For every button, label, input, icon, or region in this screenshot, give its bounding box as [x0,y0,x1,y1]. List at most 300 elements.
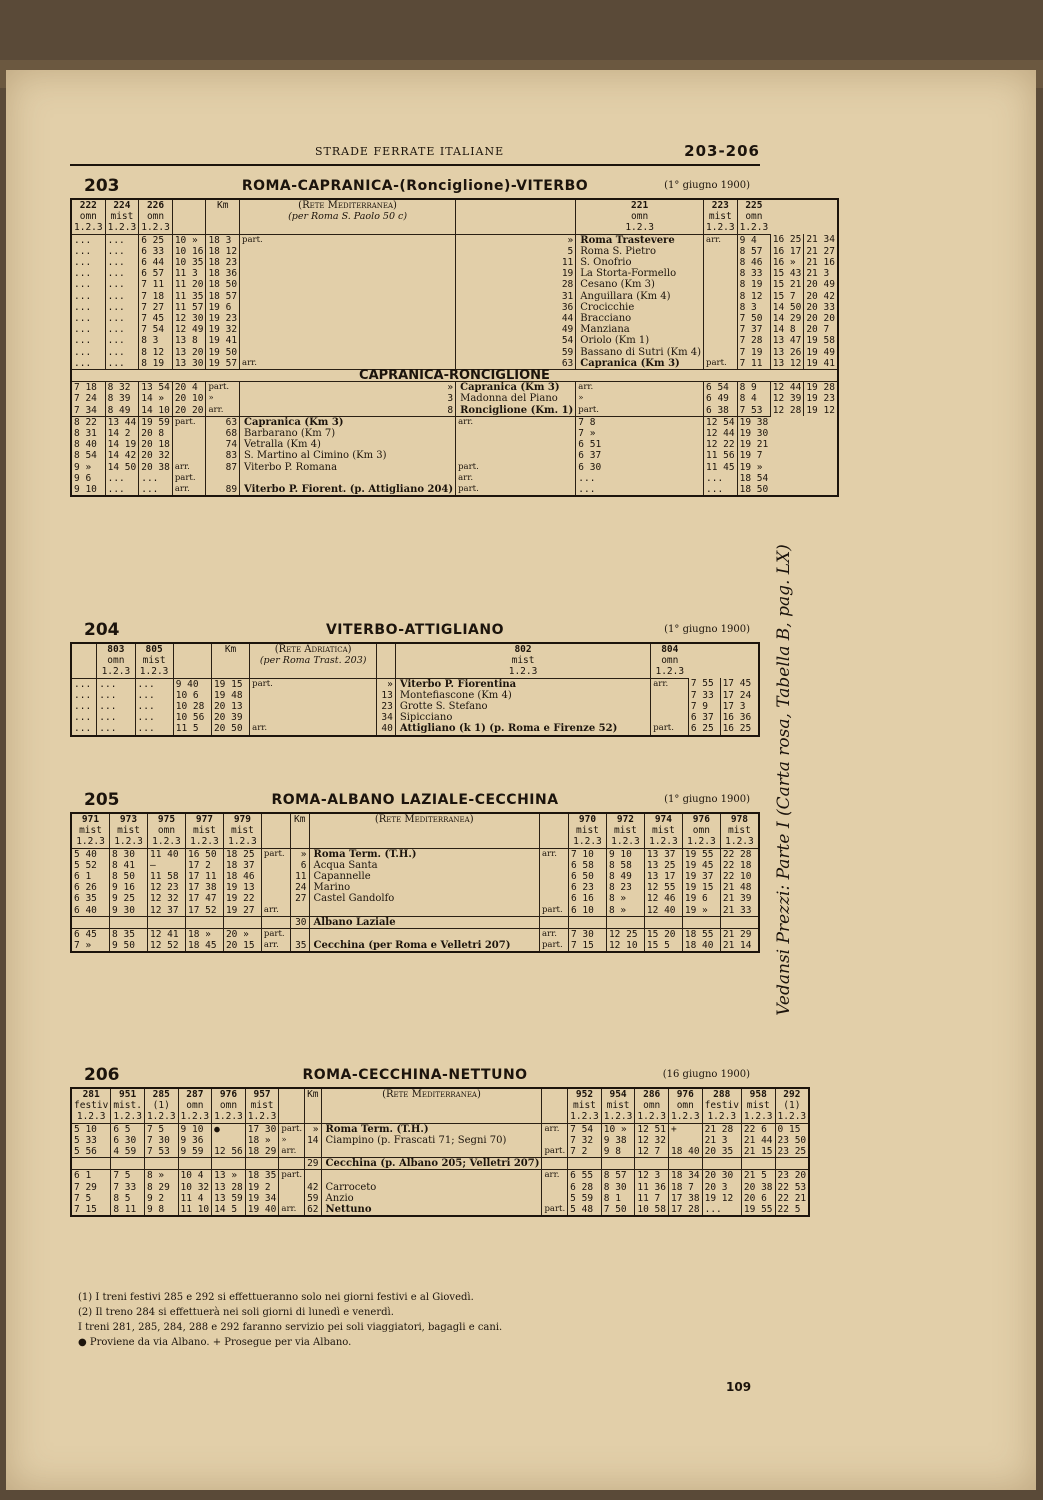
direction-mark [240,279,456,290]
direction-mark: part. [704,358,738,370]
dep-time: 7 45 [139,313,173,324]
km-value: 30 [290,916,309,928]
train-type: (1) [152,1100,170,1112]
station-name: Roma Term. (T.H.) [321,1123,542,1135]
arr-time: 19 21 [737,439,770,450]
timetable-grid [70,642,760,737]
header-row [71,1088,809,1123]
direction-mark: part. [250,678,377,690]
arr-time: 8 1 [601,1193,635,1204]
km-value: 23 [377,701,396,712]
arr-time: 15 21 [770,279,804,290]
arr-time: 8 33 [737,268,770,279]
blank-cell [144,1158,178,1170]
dep-time: 7 29 [71,1182,111,1193]
blank-cell [71,1158,111,1170]
direction-mark: arr. [651,678,689,690]
km-value: » [240,382,456,394]
km-value: 11 [456,257,576,268]
dep-time: 11 4 [178,1193,212,1204]
station-name: Vetralla (Km 4) [240,439,456,450]
arr-time: 12 39 [770,393,804,404]
dep-time: 16 50 [185,848,223,860]
train-type: omn [692,825,710,837]
train-type: omn [186,1100,204,1112]
km-value: 68 [206,428,240,439]
arr-time: 18 55 [682,929,720,941]
dep-time: 12 56 [212,1146,246,1158]
blank-cell [111,1158,145,1170]
arr-time: 20 20 [804,313,838,324]
dep-time: 20 18 [139,439,173,450]
direction-mark [456,428,576,439]
table-row [71,234,838,246]
dep-time: 7 53 [144,1146,178,1158]
train-type: (1) [783,1100,801,1112]
dep-time: 7 11 [139,279,173,290]
arr-time: 19 15 [682,882,720,893]
arr-time: 16 36 [720,712,759,723]
km-value [290,929,309,941]
section-title [70,790,760,812]
arr-time: 12 3 [635,1170,669,1182]
blank-cell: ... [71,324,105,335]
km-value: 44 [456,313,576,324]
train-classes: 1.2.3 [687,836,716,848]
train-type: mist [573,1100,596,1112]
arr-time: 6 51 [576,439,704,450]
arr-time: 15 7 [770,291,804,302]
arr-time: 19 58 [804,335,838,346]
mark-col [261,916,290,928]
dep-time: 18 50 [206,279,240,290]
km-value: 14 [305,1135,321,1146]
blank-cell [71,916,110,928]
dep-time: 13 30 [172,358,206,370]
train-number: 224 [113,200,131,211]
arr-time: 8 » [606,893,644,904]
train-type: omn [107,655,125,667]
train-classes: 1.2.3 [76,836,105,848]
blank-cell: ... [105,313,139,324]
arr-time: 13 12 [770,358,804,370]
arr-time: 6 37 [688,712,720,723]
footnote: (1) I treni festivi 285 e 292 si effettueranno solo nei giorni festivi e al Giovedì. [78,1292,474,1303]
direction-mark: arr. [172,484,206,496]
km-head: Km [206,199,240,234]
direction-mark [539,882,568,893]
direction-mark [240,246,456,257]
direction-mark [240,335,456,346]
arr-time: ... [576,484,704,496]
arr-time: 20 42 [804,291,838,302]
arr-time: 19 38 [737,416,770,428]
blank-cell: ... [71,279,105,290]
km-value: 63 [206,416,240,428]
train-column-head [71,199,105,234]
arr-time: 20 6 [741,1193,775,1204]
km-value [305,1146,321,1158]
train-column-head [720,813,759,848]
dep-time: 9 8 [144,1204,178,1216]
arr-time: 22 5 [775,1204,809,1216]
station-name: La Storta-Formello [576,268,704,279]
arr-time: 6 16 [568,893,606,904]
km-value: 89 [206,484,240,496]
train-column-head [601,1088,635,1123]
train-column-head [148,813,186,848]
km-value: 59 [305,1193,321,1204]
dep-time: 7 24 [71,393,105,404]
train-column-head [737,199,770,234]
train-type: festiv [74,1100,109,1112]
dep-time: 13 8 [172,335,206,346]
direction-mark: part. [542,1146,568,1158]
table-row [71,1158,809,1170]
dep-time: 18 35 [245,1170,279,1182]
timetable [70,812,760,953]
blank-cell: ... [71,234,105,246]
arr-time: 0 15 [775,1123,809,1135]
station-name: Ronciglione (Km. 1) [456,405,576,417]
dep-time: 12 37 [148,905,186,917]
arr-time: 19 55 [682,848,720,860]
arr-time: 23 50 [775,1135,809,1146]
dep-time: 17 30 [245,1123,279,1135]
direction-mark: part. [261,848,290,860]
dep-time: 20 4 [172,382,206,394]
timetable [70,1087,807,1217]
dep-time: 6 30 [111,1135,145,1146]
dep-time: 8 11 [111,1204,145,1216]
direction-mark [704,313,738,324]
arr-time: 10 58 [635,1204,669,1216]
station-head [309,813,539,848]
km-value: 27 [290,893,309,904]
arr-time: 17 3 [720,701,759,712]
train-number: 971 [81,814,100,825]
arr-time: 18 34 [668,1170,702,1182]
route-name: ROMA-ALBANO LAZIALE-CECCHINA [271,792,559,808]
blank-cell: ... [105,291,139,302]
arr-time: 16 25 [770,234,804,246]
station-name: Cesano (Km 3) [576,279,704,290]
station-name [240,473,456,484]
train-type: mist [142,655,166,667]
train-number: 954 [609,1089,627,1100]
dep-time: 6 57 [139,268,173,279]
table-row [71,484,838,496]
train-number: 803 [107,644,125,655]
table-row [71,473,838,484]
direction-mark [250,701,377,712]
dep-time: 18 36 [206,268,240,279]
direction-mark [704,279,738,290]
dep-time: 17 47 [185,893,223,904]
timetable-grid [70,1087,810,1217]
route-name: VITERBO-ATTIGLIANO [325,622,505,638]
station-name: Crocicchie [576,302,704,313]
network-label: (Rete Adriatica) [274,644,352,655]
direction-mark [172,439,206,450]
blank-cell [178,1158,212,1170]
table-row [71,257,838,268]
blank-cell: ... [71,690,97,701]
km-value: 74 [206,439,240,450]
direction-mark [539,893,568,904]
km-value: 34 [377,712,396,723]
dep-time: 19 50 [206,347,240,358]
arr-time: 22 18 [720,860,759,871]
arr-time: 8 12 [737,291,770,302]
table-row [71,439,838,450]
train-number: 226 [146,200,165,211]
station-name: Albano Laziale [309,916,539,928]
train-type: omn [146,211,165,223]
dep-time: 10 56 [173,712,211,723]
blank-cell: ... [135,690,173,701]
dep-time: 6 1 [71,1170,111,1182]
direction-mark [704,347,738,358]
network-label: (Rete Mediterranea) [298,200,397,211]
footnotes [78,1290,758,1350]
station-name: Cecchina (p. Albano 205; Velletri 207) [321,1158,542,1170]
direction-mark: arr. [279,1204,305,1216]
km-value: 6 [290,860,309,871]
timetable-grid [70,198,839,497]
blank-cell: ... [71,723,97,735]
direction-mark: arr. [539,929,568,941]
direction-mark: part. [576,405,704,417]
blank-cell: ... [135,701,173,712]
dep-time: 7 18 [139,291,173,302]
arr-time: 5 48 [568,1204,602,1216]
train-classes: 1.2.3 [214,1111,243,1123]
train-column-head [97,643,135,678]
train-column-head [139,199,173,234]
direction-mark [539,871,568,882]
blank-cell: ... [71,358,105,370]
train-number: 225 [745,200,763,211]
train-number: 222 [79,200,97,211]
arr-time: 19 41 [804,358,838,370]
table-row [71,416,838,428]
table-row [71,860,759,871]
dep-time: 9 10 [178,1123,212,1135]
train-number: 286 [643,1089,661,1100]
section-203 [70,176,835,497]
arr-time: 22 53 [775,1182,809,1193]
dep-time: 18 29 [245,1146,279,1158]
blank-cell: ... [105,268,139,279]
arr-time: 15 20 [644,929,682,941]
km-value: 49 [456,324,576,335]
arr-time: 8 49 [606,871,644,882]
table-row [71,462,838,473]
dep-time: 8 32 [105,382,139,394]
station-name [309,905,539,917]
arr-time: 9 4 [737,234,770,246]
km-head: Km [305,1088,321,1123]
direction-mark: part. [539,940,568,952]
direction-mark [651,712,689,723]
train-classes: 1.2.3 [739,222,769,234]
km-value: 87 [206,462,240,473]
dep-time: 6 26 [71,882,110,893]
direction-mark: arr. [240,358,456,370]
station-name: Attigliano (k 1) (p. Roma e Firenze 52) [395,723,650,735]
blank-cell: ... [135,678,173,690]
station-name: Capranica (Km 3) [456,382,576,394]
blank-cell: ... [97,712,135,723]
train-column-head [568,1088,602,1123]
dep-time: 6 1 [71,871,110,882]
train-number: 976 [219,1089,238,1100]
table-row [71,393,838,404]
table-row [71,701,759,712]
dep-time: 11 10 [178,1204,212,1216]
train-number: 978 [730,814,749,825]
arr-time: 6 10 [568,905,606,917]
station-name: Madonna del Piano [456,393,576,404]
train-number: 979 [233,814,251,825]
arr-time: 13 47 [770,335,804,346]
arr-time: 6 49 [704,393,738,404]
station-name: S. Onofrio [576,257,704,268]
dep-time: 20 13 [211,701,249,712]
route-name: ROMA-CAPRANICA-(Ronciglione)-VITERBO [241,178,589,194]
table-row [71,324,838,335]
dep-time: 8 3 [139,335,173,346]
arr-time: 19 30 [737,428,770,439]
train-number: 285 [152,1089,170,1100]
blank-cell: ... [71,257,105,268]
blank-cell: ... [71,246,105,257]
km-value: 83 [206,450,240,461]
fare-note: (per Roma Trast. 203) [259,655,367,667]
km-value: » [290,848,309,860]
station-name: Anguillara (Km 4) [576,291,704,302]
dep-time: 12 52 [148,940,186,952]
station-name: Castel Gandolfo [309,893,539,904]
effective-date: (16 giugno 1900) [662,1069,750,1080]
effective-date: (1° giugno 1900) [664,794,750,805]
direction-mark: arr. [261,940,290,952]
direction-mark: part. [542,1204,568,1216]
blank-cell: ... [71,291,105,302]
mark-col [172,199,206,234]
station-name: Capranica (Km 3) [240,416,456,428]
train-number: 805 [145,644,163,655]
arr-time: 8 19 [737,279,770,290]
dep-time: 12 23 [148,882,186,893]
arr-time: 19 12 [804,405,838,417]
dep-time: 13 28 [212,1182,246,1193]
arr-time: 21 34 [804,234,838,246]
train-classes: 1.2.3 [114,836,143,848]
station-name: Bracciano [576,313,704,324]
arr-time: 13 17 [644,871,682,882]
arr-time: 11 36 [635,1182,669,1193]
arr-time: 15 5 [644,940,682,952]
dep-time: 9 59 [178,1146,212,1158]
station-name: Grotte S. Stefano [395,701,650,712]
dep-time: 7 30 [144,1135,178,1146]
side-note: Vedansi Prezzi: Parte I (Carta rosa, Tabella B, pag. LX) [774,544,794,1016]
train-classes: 1.2.3 [725,836,754,848]
km-value: » [305,1123,321,1135]
blank-cell: ... [135,723,173,735]
station-name: S. Martino al Cimino (Km 3) [240,450,456,461]
direction-mark: arr. [206,405,240,417]
table-row [71,1193,809,1204]
arr-time: 22 21 [775,1193,809,1204]
arr-time: 18 7 [668,1182,702,1193]
direction-mark: arr. [542,1123,568,1135]
effective-date: (1° giugno 1900) [664,180,750,191]
blank-cell [148,916,186,928]
arr-time: 13 37 [644,848,682,860]
dep-time: 13 20 [172,347,206,358]
mark-col [173,643,211,678]
train-classes: 1.2.3 [101,666,131,678]
train-classes: 1.2.3 [152,836,181,848]
train-column-head [223,813,261,848]
direction-mark: » [279,1135,305,1146]
arr-time: 19 6 [682,893,720,904]
train-column-head [606,813,644,848]
station-name: Cecchina (per Roma e Velletri 207) [309,940,539,952]
fare-note: (per Roma S. Paolo 50 c) [288,211,408,223]
footnote: (2) Il treno 284 si effettuerà nei soli giorni di lunedì e venerdì. [78,1307,394,1318]
dep-time: 8 29 [144,1182,178,1193]
direction-mark: arr. [704,234,738,246]
dep-time: 14 » [139,393,173,404]
direction-mark [651,690,689,701]
train-type: mist. [113,1100,142,1112]
dep-time: 8 50 [110,871,148,882]
blank-cell: ... [105,279,139,290]
direction-mark: arr. [539,848,568,860]
dep-time: 6 35 [71,893,110,904]
train-classes: 1.2.3 [625,222,654,234]
km-value: 28 [456,279,576,290]
dep-time: 7 34 [71,405,105,417]
train-type: omn [157,825,176,837]
km-value: 8 [240,405,456,417]
arr-time: 11 45 [704,462,738,473]
blank-cell [245,1158,279,1170]
train-type: mist [708,211,732,223]
arr-time: 7 53 [737,405,770,417]
table-row [71,405,838,417]
dep-time: 11 57 [172,302,206,313]
km-value: 54 [456,335,576,346]
station-name: Viterbo P. Romana [240,462,456,473]
station-name: Montefiascone (Km 4) [395,690,650,701]
arr-time: 21 15 [741,1146,775,1158]
arr-time: 6 50 [568,871,606,882]
station-name: Marino [309,882,539,893]
dep-time: 12 30 [172,313,206,324]
blank-cell: ... [97,678,135,690]
dep-time: 13 54 [139,382,173,394]
dep-time: 19 13 [223,882,261,893]
dep-time: 7 33 [111,1182,145,1193]
train-classes: 1.2.3 [141,222,170,234]
dep-time: 20 8 [139,428,173,439]
km-value: 62 [305,1204,321,1216]
